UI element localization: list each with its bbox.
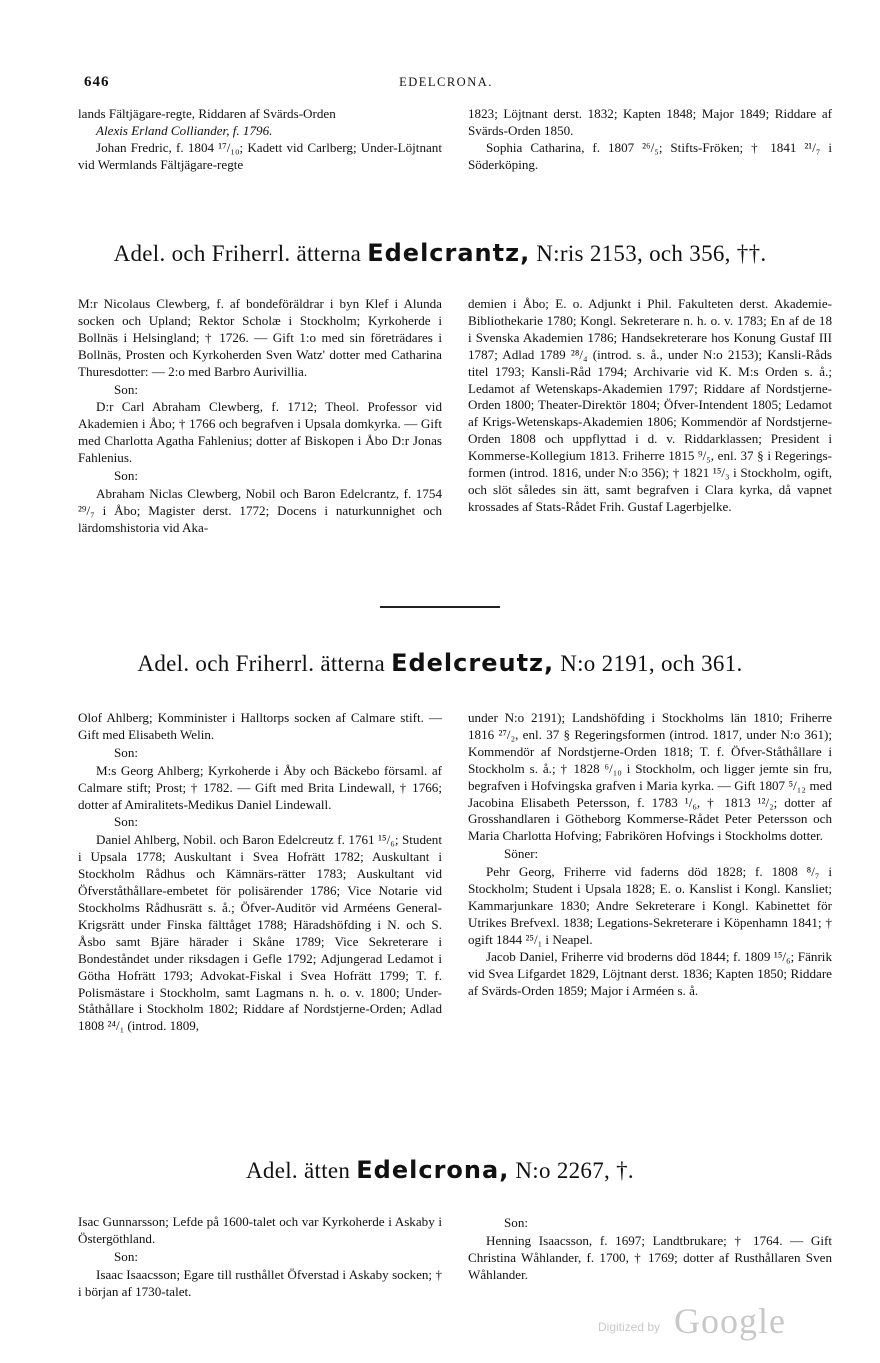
edelcreutz-right-column bbox=[468, 710, 832, 999]
family-name: Edelcrona, bbox=[356, 1156, 510, 1184]
google-logo: Google bbox=[674, 1301, 786, 1341]
paragraph: D:r Carl Abraham Clewberg, f. 1712; Theol. Professor vid Akademien i Åbo; † 1766 och begrafven i Upsala domkyrka. — Gift med Charlotta Agatha Fahlenius; dotter af Biskopen i Åbo D:r Jonas Fahlenius. bbox=[78, 399, 442, 466]
paragraph: Daniel Ahlberg, Nobil. och Baron Edelcreutz f. 1761 ¹⁵/₆; Student i Upsala 1778; Auskultant i Svea Hofrätt 1782; Auskultant i Stockholm Rådhus och Kämnärs-rätter 1783; Auskultant vid Öfverståthållare-embetet för polisärender 1786; Vice Notarie vid Stockholms Rådhusrätt s. å.; Öfver-Auditör vid Arméens General-Krigsrätt under Finska fälttåget 1788; Häradshöfding i N. och S. Åsbo samt Bjäre härader i Skåne 1789; Vice Sekreterare i Bondeståndet under riksdagen i Gefle 1792; Adjungerad Ledamot i Götha Hofrätt 1793; Advokat-Fiskal i Svea Hofrätt 1799; T. f. Polismästare i Stockholm, samt Lagmans n. h. o. v. 1800; Under-Ståthållare i Stockholm 1802; Riddare af Nordstjerne-Orden; Adlad 1808 ²⁴/₁ (introd. 1809, bbox=[78, 832, 442, 1034]
paragraph: Henning Isaacsson, f. 1697; Landtbrukare; † 1764. — Gift Christina Wåhlander, f. 1700, † 1769; dotter af Rusthållaren Sven Wåhlander. bbox=[468, 1232, 832, 1282]
section-heading-edelcreutz: Adel. och Friherrl. ätterna Edelcreutz, N:o 2191, och 361. bbox=[137, 649, 743, 677]
paragraph: under N:o 2191); Landshöfding i Stockholms län 1810; Friherre 1816 ²⁷/₂, enl. 37 § Regeringsformen (introd. 1817, under N:o 361); Kommendör af Nordstjerne-Orden 1818; T. f. Öfver-Ståthållare i Stockholm s. å.; † 1828 ⁶/₁₀ i Stockholm, och ligger jemte sin fru, begrafven i Hofvingska grafven i Maria kyrka. — Gift 1807 ⁵/₁₂ med Jacobina Elisabeth Petersson, f. 1783 ¹/₆, † 1813 ¹²/₂; dotter af Grosshandlaren i Götheborg Kommerse-Rådet Peter Petersson och Maria Charlotta Hofving; Fabrikören Hofvings i Stockholms dotter. bbox=[468, 710, 832, 844]
paragraph: Isac Gunnarsson; Lefde på 1600-talet och var Kyrkoherde i Askaby i Östergöthland. bbox=[78, 1214, 442, 1246]
edelcreutz-left-column bbox=[78, 710, 442, 1035]
edelcrona-right-column bbox=[468, 1214, 832, 1284]
paragraph: M:r Nicolaus Clewberg, f. af bondeföräldrar i byn Klef i Alunda socken och Upland; Rektor Scholæ i Stockholm; Kyrkoherde i Bollnäs i Helsingland; † 1726. — Gift 1:o med sin företrädares i Bollnäs, Prosten och Kyrkoherden Sven Watz' dotter med Catharina Thuresdotter: — 2:o med Barbro Aurivillia. bbox=[78, 296, 442, 379]
paragraph: Olof Ahlberg; Komminister i Halltorps socken af Calmare stift. — Gift med Elisabeth Welin. bbox=[78, 710, 442, 742]
edelcrona-left-column bbox=[78, 1214, 442, 1301]
paragraph: Abraham Niclas Clewberg, Nobil och Baron Edelcrantz, f. 1754 ²⁹/₇ i Åbo; Magister derst. 1772; Docens i naturkunnighet och lärdomshistoria vid Aka- bbox=[78, 485, 442, 535]
section-heading-edelcrantz: Adel. och Friherrl. ätterna Edelcrantz, N:ris 2153, och 356, ††. bbox=[113, 239, 767, 267]
edelcrantz-right-column bbox=[468, 296, 832, 516]
son-label: Son: bbox=[504, 1215, 529, 1230]
watermark-small-text: Digitized by bbox=[598, 1320, 661, 1334]
paragraph: Isaac Isaacsson; Egare till rusthållet Öfverstad i Askaby socken; † i början af 1730-talet. bbox=[78, 1266, 442, 1299]
paragraph: M:s Georg Ahlberg; Kyrkoherde i Åby och Bäckebo församl. af Calmare stift; Prost; † 1782. — Gift med Brita Lindewall, † 1766; dotter af Amiralitets-Medikus Daniel Lindewall. bbox=[78, 762, 442, 812]
son-label: Son: bbox=[114, 468, 139, 484]
son-label: Son: bbox=[114, 814, 139, 830]
section-heading-edelcrona: Adel. ätten Edelcrona, N:o 2267, †. bbox=[246, 1156, 634, 1184]
page-header bbox=[84, 74, 808, 94]
edelcrantz-left-column bbox=[78, 296, 442, 537]
page-number: 646 bbox=[84, 74, 110, 90]
paragraph: Jacob Daniel, Friherre vid broderns död 1844; f. 1809 ¹⁵/₆; Fänrik vid Svea Lifgardet 1829, Löjtnant derst. 1836; Kapten 1850; Riddare af Svärds-Orden 1859; Major i Arméen s. å. bbox=[468, 948, 832, 998]
paragraph: Alexis Erland Colliander, f. 1796. bbox=[96, 122, 273, 138]
top-left-column bbox=[78, 106, 442, 174]
paragraph: Sophia Catharina, f. 1807 ²⁶/₅; Stifts-Fröken; † 1841 ²¹/₇ i Söderköping. bbox=[468, 139, 832, 172]
family-name: Edelcrantz, bbox=[367, 239, 531, 267]
paragraph: Johan Fredric, f. 1804 ¹⁷/₁₀; Kadett vid Carlberg; Under-Löjtnant vid Wermlands Fältjägare-regte bbox=[78, 139, 442, 172]
family-name: Edelcreutz, bbox=[391, 649, 555, 677]
son-label: Son: bbox=[114, 381, 139, 397]
sons-label: Söner: bbox=[504, 846, 539, 862]
top-right-column bbox=[468, 106, 832, 174]
paragraph: lands Fältjägare-regte, Riddaren af Svärds-Orden bbox=[78, 106, 336, 121]
son-label: Son: bbox=[114, 1248, 139, 1264]
son-label: Son: bbox=[114, 744, 139, 760]
paragraph: 1823; Löjtnant derst. 1832; Kapten 1848; Major 1849; Riddare af Svärds-Orden 1850. bbox=[468, 106, 832, 138]
running-title: EDELCRONA. bbox=[399, 75, 493, 89]
section-divider bbox=[380, 606, 500, 608]
paragraph: Pehr Georg, Friherre vid faderns död 1828; f. 1808 ⁸/₇ i Stockholm; Student i Upsala 1828; E. o. Kanslist i Kongl. Kansliet; Kammarjunkare 1830; Andre Sekreterare i Kongl. Kabinettet för Utrikes Brefvexl. 1838; Legations-Sekreterare i Köpenhamn 1841; † ogift 1844 ²⁵/₁ i Neapel. bbox=[468, 864, 832, 947]
paragraph: demien i Åbo; E. o. Adjunkt i Phil. Fakulteten derst. Akademie-Bibliothekarie 1780; Kongl. Sekreterare n. h. o. v. 1783; En af de 18 i Svenska Akademien 1786; Handsekreterare hos Konung Gustaf III 1787; Adlad 1789 ²⁸/₄ (introd. s. å., under N:o 2153); Kansli-Råds titel 1793; Kansli-Råd 1794; Archivarie vid K. M:s Orden s. å.; Ledamot af Wetenskaps-Akademien 1797; Riddare af Nordstjerne-Orden 1800; Theater-Direktör 1804; Öfver-Intendent 1805; Ledamot af Krigs-Wetenskaps-Akademien 1806; Kommendör af Nordstjerne-Orden 1808 och uppflyttad i d. v. Riddarklassen; President i Kommerse-Kollegium 1813. Friherre 1815 ⁹/₅, enl. 37 § i Regerings-formen (introd. 1816, under N:o 356); † 1821 ¹⁵/₃ i Stockholm, ogift, och slöt således sin ätt, samt begrafven i Clara kyrka, då vapnet krossades af Stats-Rådet Frih. Gustaf Lagerbjelke. bbox=[468, 296, 832, 514]
digitized-watermark bbox=[598, 1300, 786, 1344]
